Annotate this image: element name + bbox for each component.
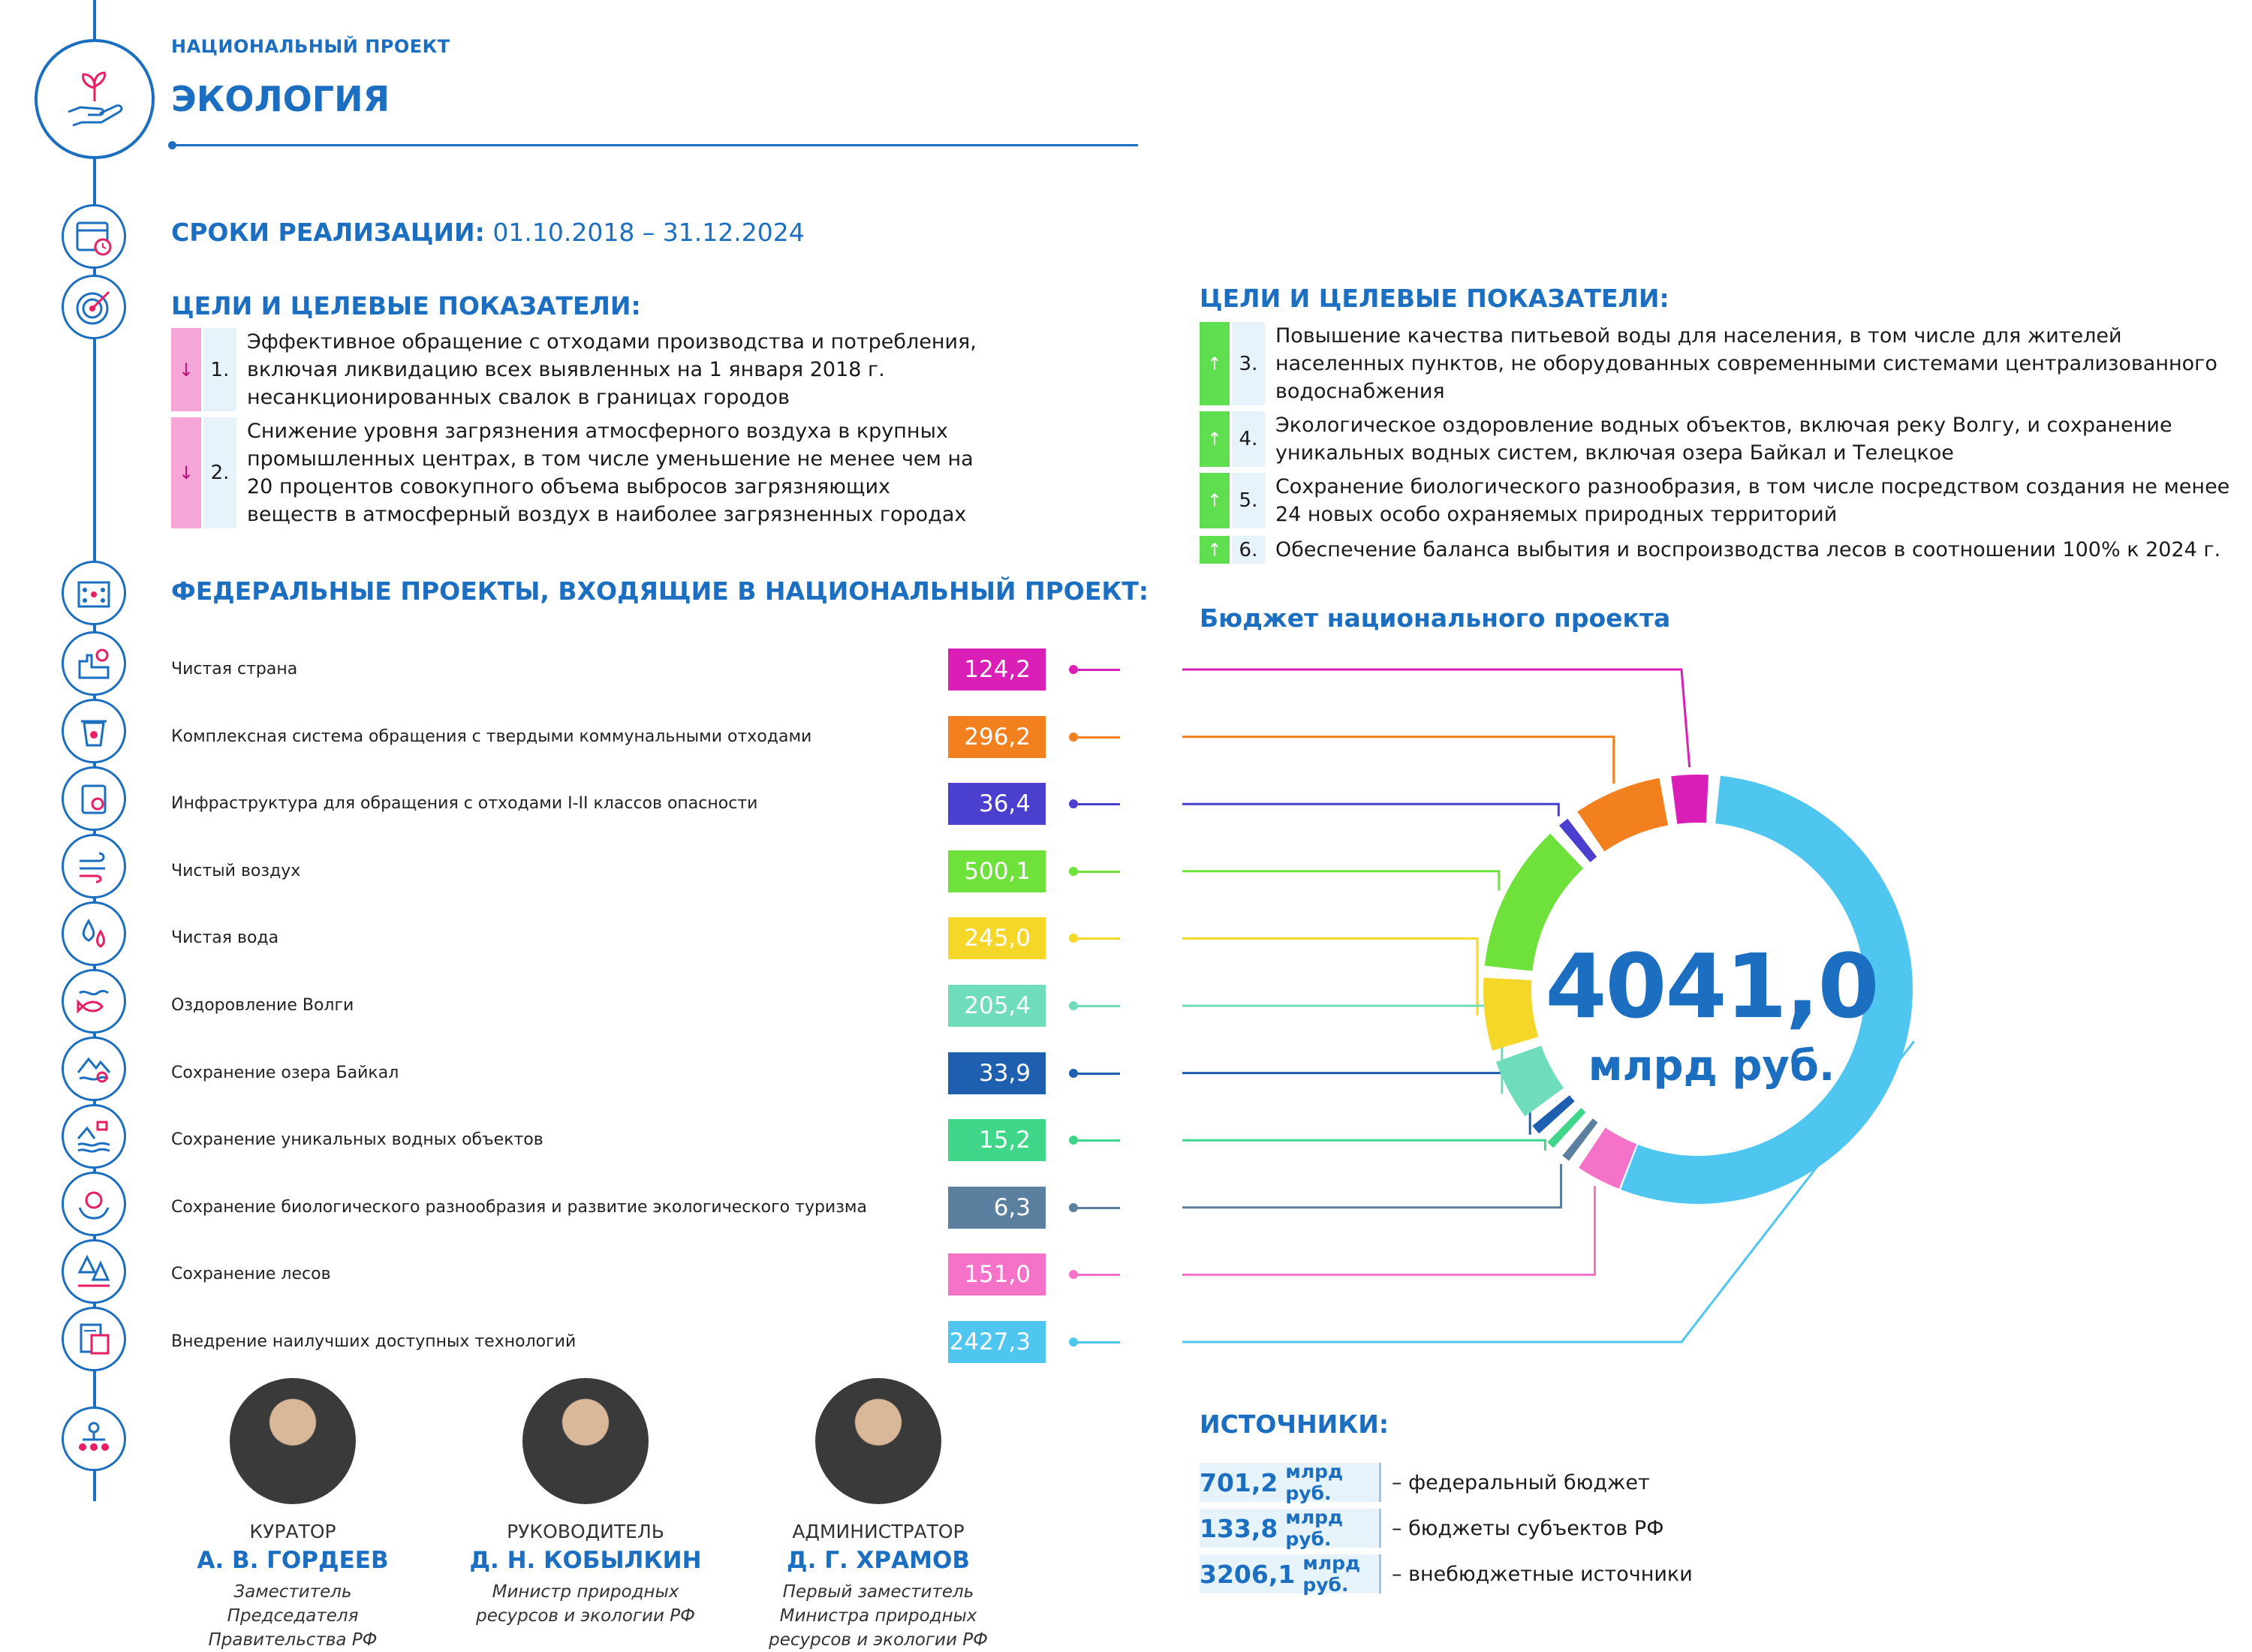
leader-line (1182, 1006, 1502, 1094)
avatar (230, 1378, 356, 1504)
source-desc: – бюджеты субъектов РФ (1392, 1516, 1664, 1540)
source-value: 701,2 (1200, 1467, 1278, 1497)
project-label: Чистый воздух (171, 861, 301, 880)
project-label: Чистая вода (171, 928, 279, 948)
goal-text: Повышение качества питьевой воды для населения, в том числе для жителей населенных пунктов, не оборудованных современными системами централизованного водоснабжения (1275, 324, 2217, 403)
goals-title-left: ЦЕЛИ И ЦЕЛЕВЫЕ ПОКАЗАТЕЛИ: (171, 291, 641, 320)
project-value: 33,9 (948, 1052, 1046, 1094)
source-unit: млрд руб. (1302, 1552, 1361, 1596)
goal-number: 3. (1232, 322, 1265, 405)
arrow-up-icon: ↑ (1200, 411, 1230, 467)
arrow-up-icon: ↑ (1200, 322, 1230, 405)
person-curator (143, 1378, 443, 1652)
header-subtitle: НАЦИОНАЛЬНЫЙ ПРОЕКТ (171, 36, 450, 57)
person-desc: Заместитель Председателя Правительства РФ (208, 1582, 378, 1650)
goal-number: 6. (1232, 536, 1265, 564)
timeline-value: 01.10.2018 – 31.12.2024 (484, 218, 805, 247)
leader-line (1182, 938, 1477, 1015)
goal-text: Сохранение биологического разнообразия, в том числе посредством создания не менее 24 новых особо охраняемых природных территорий (1275, 475, 2230, 526)
leader-line (1182, 804, 1558, 816)
donut-slice (1671, 775, 1709, 824)
person-name: Д. Г. ХРАМОВ (787, 1547, 970, 1574)
leader-line (1182, 1140, 1545, 1151)
leader-line (1182, 737, 1614, 784)
timeline-label: СРОКИ РЕАЛИЗАЦИИ: (171, 218, 485, 247)
project-value: 124,2 (948, 648, 1046, 691)
source-value: 133,8 (1200, 1513, 1278, 1543)
project-value: 151,0 (948, 1253, 1046, 1295)
source-unit: млрд руб. (1285, 1506, 1344, 1550)
sources-title: ИСТОЧНИКИ: (1200, 1410, 1389, 1439)
donut-center-value: 4041,0 (1545, 934, 1878, 1038)
person-desc: Первый заместитель Министра природных ресурсов и экологии РФ (769, 1582, 988, 1650)
projects-title: ФЕДЕРАЛЬНЫЕ ПРОЕКТЫ, ВХОДЯЩИЕ В НАЦИОНАЛЬНЫЙ ПРОЕКТ: (171, 576, 1149, 606)
arrow-down-icon: ↓ (171, 417, 201, 528)
project-value: 15,2 (948, 1119, 1046, 1161)
donut-center-unit: млрд руб. (1588, 1042, 1835, 1091)
goal-text: Снижение уровня загрязнения атмосферного воздуха в крупных промышленных центрах, в том числе уменьшение не менее чем на 20 процентов совокупного объема выбросов загрязняющих веществ в атмосферный воздух в наиболее загрязненных городах (247, 420, 974, 526)
project-value: 6,3 (948, 1187, 1046, 1229)
goal-number: 2. (203, 417, 236, 528)
leader-line (1182, 1164, 1561, 1208)
donut-slice (1577, 778, 1668, 852)
goal-text: Обеспечение баланса выбытия и воспроизводства лесов в соотношении 100% к 2024 г. (1275, 538, 2221, 561)
project-label: Сохранение лесов (171, 1265, 331, 1284)
leader-line (1182, 871, 1499, 891)
source-desc: – внебюджетные источники (1392, 1562, 1693, 1586)
project-label: Инфраструктура для обращения с отходами I-II классов опасности (171, 794, 758, 814)
source-desc: – федеральный бюджет (1392, 1470, 1650, 1494)
source-row (1200, 1463, 1650, 1502)
project-value: 205,4 (948, 985, 1046, 1027)
project-value: 2427,3 (948, 1321, 1046, 1363)
arrow-down-icon: ↓ (171, 328, 201, 411)
project-value: 500,1 (948, 850, 1046, 892)
project-label: Внедрение наилучших доступных технологий (171, 1332, 577, 1351)
source-value: 3206,1 (1200, 1559, 1296, 1589)
person-desc: Министр природных ресурсов и экологии РФ (476, 1582, 695, 1626)
project-label: Сохранение биологического разнообразия и развитие экологического туризма (171, 1197, 867, 1217)
avatar (815, 1378, 941, 1504)
goal-number: 4. (1232, 411, 1265, 467)
goals-title-right: ЦЕЛИ И ЦЕЛЕВЫЕ ПОКАЗАТЕЛИ: (1200, 284, 1669, 313)
source-unit: млрд руб. (1285, 1461, 1344, 1504)
leader-line (1182, 1073, 1530, 1135)
budget-title: Бюджет национального проекта (1200, 603, 1671, 633)
arrow-up-icon: ↑ (1200, 536, 1230, 564)
source-row (1200, 1552, 1693, 1596)
person-role: АДМИНИСТРАТОР (792, 1521, 965, 1542)
goal-number: 1. (203, 328, 236, 411)
donut-slice (1483, 978, 1538, 1051)
project-value: 296,2 (948, 716, 1046, 758)
goal-text: Эффективное обращение с отходами производства и потребления, включая ликвидацию всех выявленных на 1 января 2018 г. несанкционированных свалок в границах городов (246, 330, 977, 409)
person-admin (728, 1378, 1028, 1652)
project-value: 36,4 (948, 783, 1046, 825)
person-role: РУКОВОДИТЕЛЬ (507, 1521, 664, 1542)
project-label: Сохранение уникальных водных объектов (171, 1130, 543, 1150)
project-label: Сохранение озера Байкал (171, 1063, 399, 1082)
person-head (435, 1378, 736, 1628)
arrow-up-icon: ↑ (1200, 473, 1230, 528)
goal-number: 5. (1232, 473, 1265, 528)
project-label: Комплексная система обращения с твердыми коммунальными отходами (171, 727, 812, 746)
person-name: А. В. ГОРДЕЕВ (197, 1547, 389, 1574)
leader-line (1182, 1186, 1594, 1274)
page-title: ЭКОЛОГИЯ (171, 79, 390, 119)
source-row (1200, 1506, 1664, 1550)
project-label: Оздоровление Волги (171, 996, 354, 1015)
goal-text: Экологическое оздоровление водных объектов, включая реку Волгу, и сохранение уникальных водных систем, включая озера Байкал и Телецкое (1275, 414, 2172, 465)
person-name: Д. Н. КОБЫЛКИН (469, 1547, 702, 1574)
person-role: КУРАТОР (249, 1521, 336, 1542)
avatar (522, 1378, 649, 1504)
project-value: 245,0 (948, 917, 1046, 959)
project-label: Чистая страна (171, 660, 298, 679)
